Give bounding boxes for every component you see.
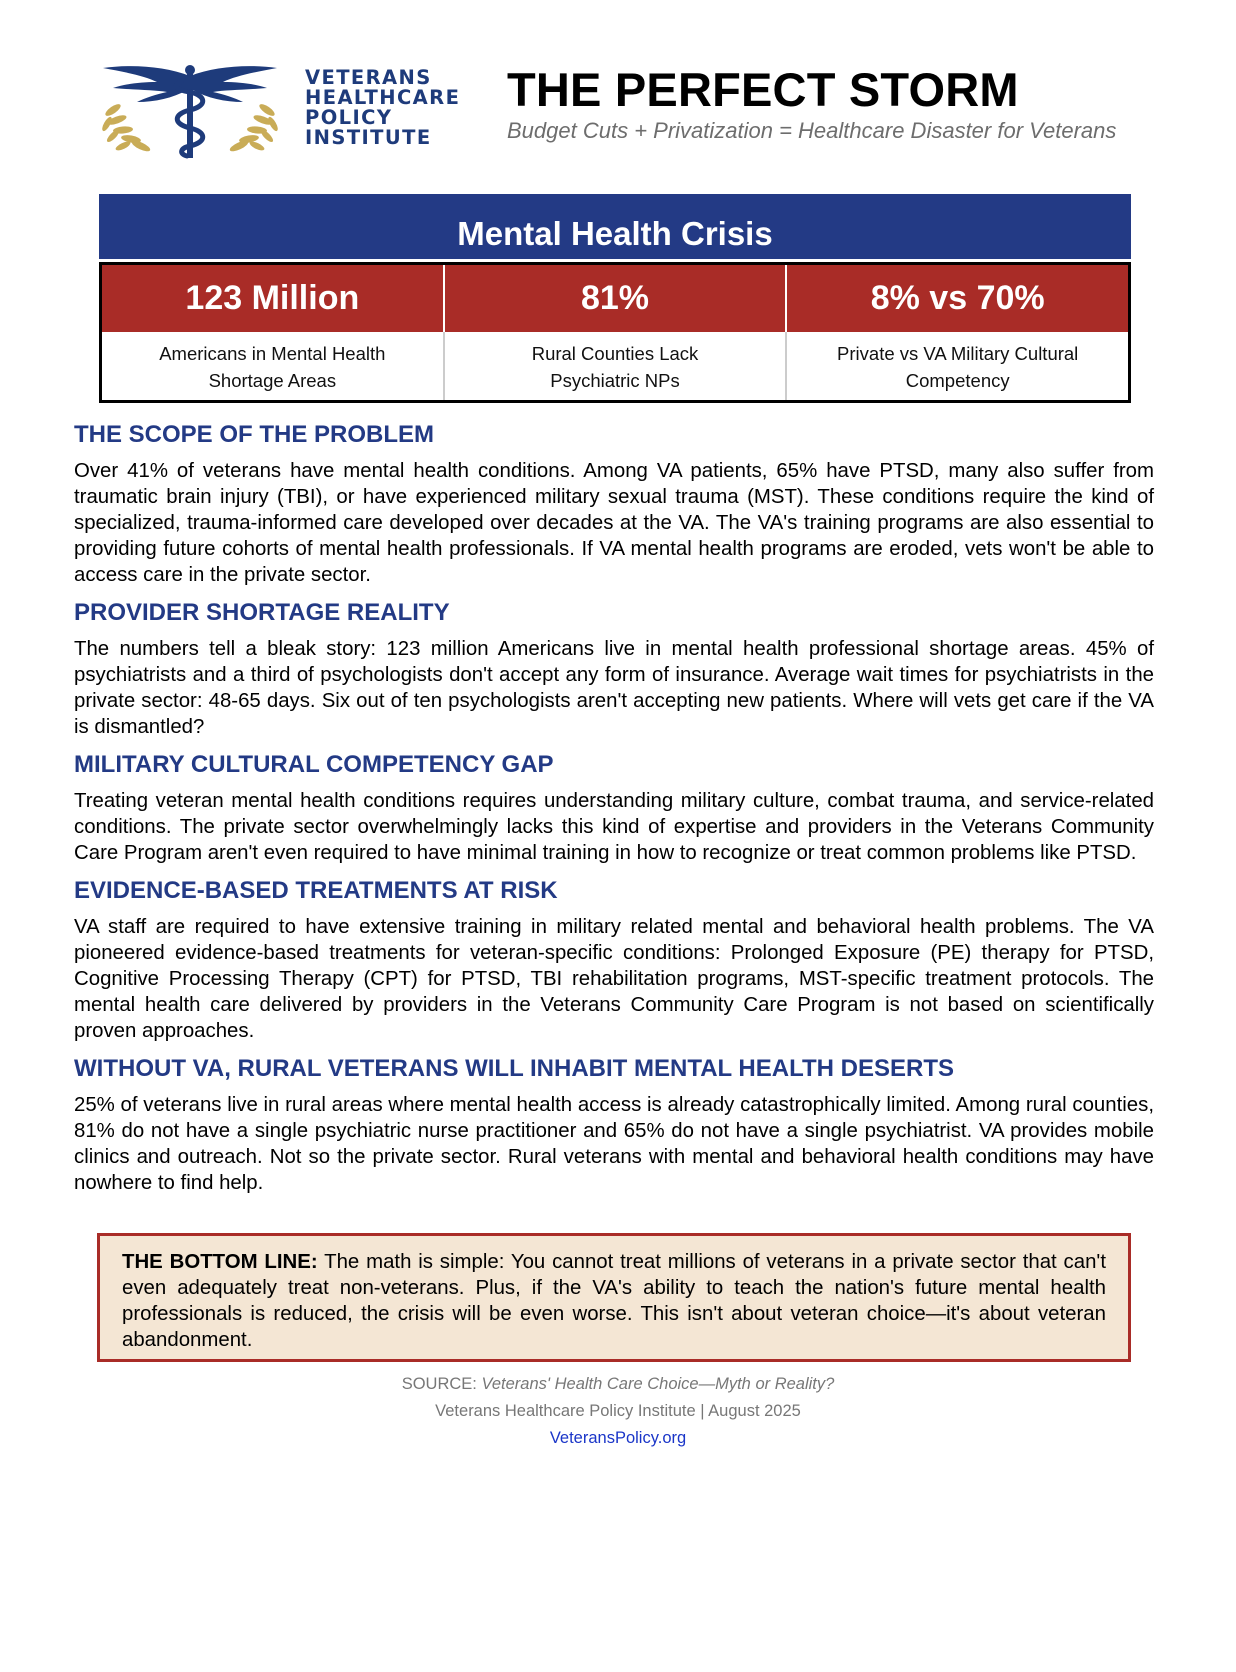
stat-value: 8% vs 70% [787, 265, 1128, 332]
section-heading: THE SCOPE OF THE PROBLEM [74, 421, 435, 448]
stat-value: 123 Million [102, 265, 443, 332]
bottom-line-text: The math is simple: You cannot treat millions of veterans in a private sector that can't even adequately treat non-veterans. Plus, if the VA's ability to teach the nation's future mental health professionals is reduced, the crisis will be even worse. This isn't about veteran choice—it's about veteran abandonment. [122, 1251, 1106, 1351]
vhpi-logo [95, 58, 475, 168]
stat-card [785, 265, 1128, 400]
section-body: The numbers tell a bleak story: 123 million Americans live in mental health professional shortage areas. 45% of psychiatrists and a third of psychologists don't accept any form of insurance. Average wait times for psychiatrists in the private sector: 48-65 days. Six out of ten psychologists aren't accepting new patients. Where will vets get care if the VA is dismantled? [74, 638, 1154, 738]
footer [0, 1371, 1236, 1452]
footer-source [0, 1371, 1236, 1398]
source-label: SOURCE: [401, 1375, 482, 1393]
logo-line: POLICY [305, 106, 393, 129]
footer-org-date: Veterans Healthcare Policy Institute | August 2025 [435, 1402, 801, 1420]
caduceus-emblem-icon [95, 62, 285, 162]
page-title: THE PERFECT STORM [507, 63, 1019, 116]
stat-value: 81% [445, 265, 786, 332]
bottom-line-callout [97, 1233, 1131, 1362]
logo-wordmark [305, 68, 480, 148]
section-evidence-based [74, 876, 1154, 1044]
section-heading: PROVIDER SHORTAGE REALITY [74, 599, 450, 626]
section-heading: EVIDENCE-BASED TREATMENTS AT RISK [74, 877, 558, 904]
section-cultural-competency [74, 750, 1154, 866]
header [95, 58, 1135, 176]
logo-line: VETERANS [305, 66, 432, 89]
crisis-banner: Mental Health Crisis [99, 194, 1131, 259]
section-provider-shortage [74, 598, 1154, 740]
logo-line: HEALTHCARE [305, 86, 461, 109]
stat-label: Rural Counties Lack Psychiatric NPs [443, 332, 786, 400]
stat-label: Americans in Mental Health Shortage Areas [159, 343, 386, 391]
stat-card [102, 265, 443, 400]
section-body: VA staff are required to have extensive training in military related mental and behavioral health problems. The VA pioneered evidence-based treatments for veteran-specific conditions: Prolonged Exposure (PE) therapy for PTSD, Cognitive Processing Therapy (CPT) for PTSD, TBI rehabilitation programs, MST-specific treatment protocols. The mental health care delivered by providers in the Veterans Community Care Program is not based on scientifically proven approaches. [74, 916, 1154, 1042]
title-block [507, 64, 1127, 143]
stats-panel [99, 262, 1131, 403]
main-content [74, 420, 1154, 1206]
source-title: Veterans' Health Care Choice—Myth or Reality? [481, 1375, 835, 1393]
website-link[interactable]: VeteransPolicy.org [549, 1429, 687, 1447]
section-body: Over 41% of veterans have mental health conditions. Among VA patients, 65% have PTSD, many also suffer from traumatic brain injury (TBI), or have experienced military sexual trauma (MST). These conditions require the kind of specialized, trauma-informed care developed over decades at the VA. The VA's training programs are also essential to providing future cohorts of mental health professionals. If VA mental health programs are eroded, vets won't be able to access care in the private sector. [74, 460, 1154, 586]
page-subtitle: Budget Cuts + Privatization = Healthcare Disaster for Veterans [507, 118, 1117, 143]
stat-label: Private vs VA Military Cultural Competency [785, 332, 1128, 400]
section-heading: WITHOUT VA, RURAL VETERANS WILL INHABIT MENTAL HEALTH DESERTS [74, 1055, 954, 1082]
section-body: 25% of veterans live in rural areas where mental health access is already catastrophically limited. Among rural counties, 81% do not have a single psychiatric nurse practitioner and 65% do not have a single psychiatrist. VA provides mobile clinics and outreach. Not so the private sector. Rural veterans with mental and behavioral health conditions may have nowhere to find help. [74, 1094, 1154, 1194]
section-heading: MILITARY CULTURAL COMPETENCY GAP [74, 751, 554, 778]
section-scope [74, 420, 1154, 588]
section-body: Treating veteran mental health conditions requires understanding military culture, combat trauma, and service-related conditions. The private sector overwhelmingly lacks this kind of expertise and providers in the Veterans Community Care Program aren't even required to have minimal training in how to recognize or treat common problems like PTSD. [74, 790, 1154, 864]
logo-line: INSTITUTE [305, 126, 432, 149]
stat-card [443, 265, 786, 400]
section-rural-deserts [74, 1054, 1154, 1196]
bottom-line-label: THE BOTTOM LINE: [122, 1251, 318, 1273]
